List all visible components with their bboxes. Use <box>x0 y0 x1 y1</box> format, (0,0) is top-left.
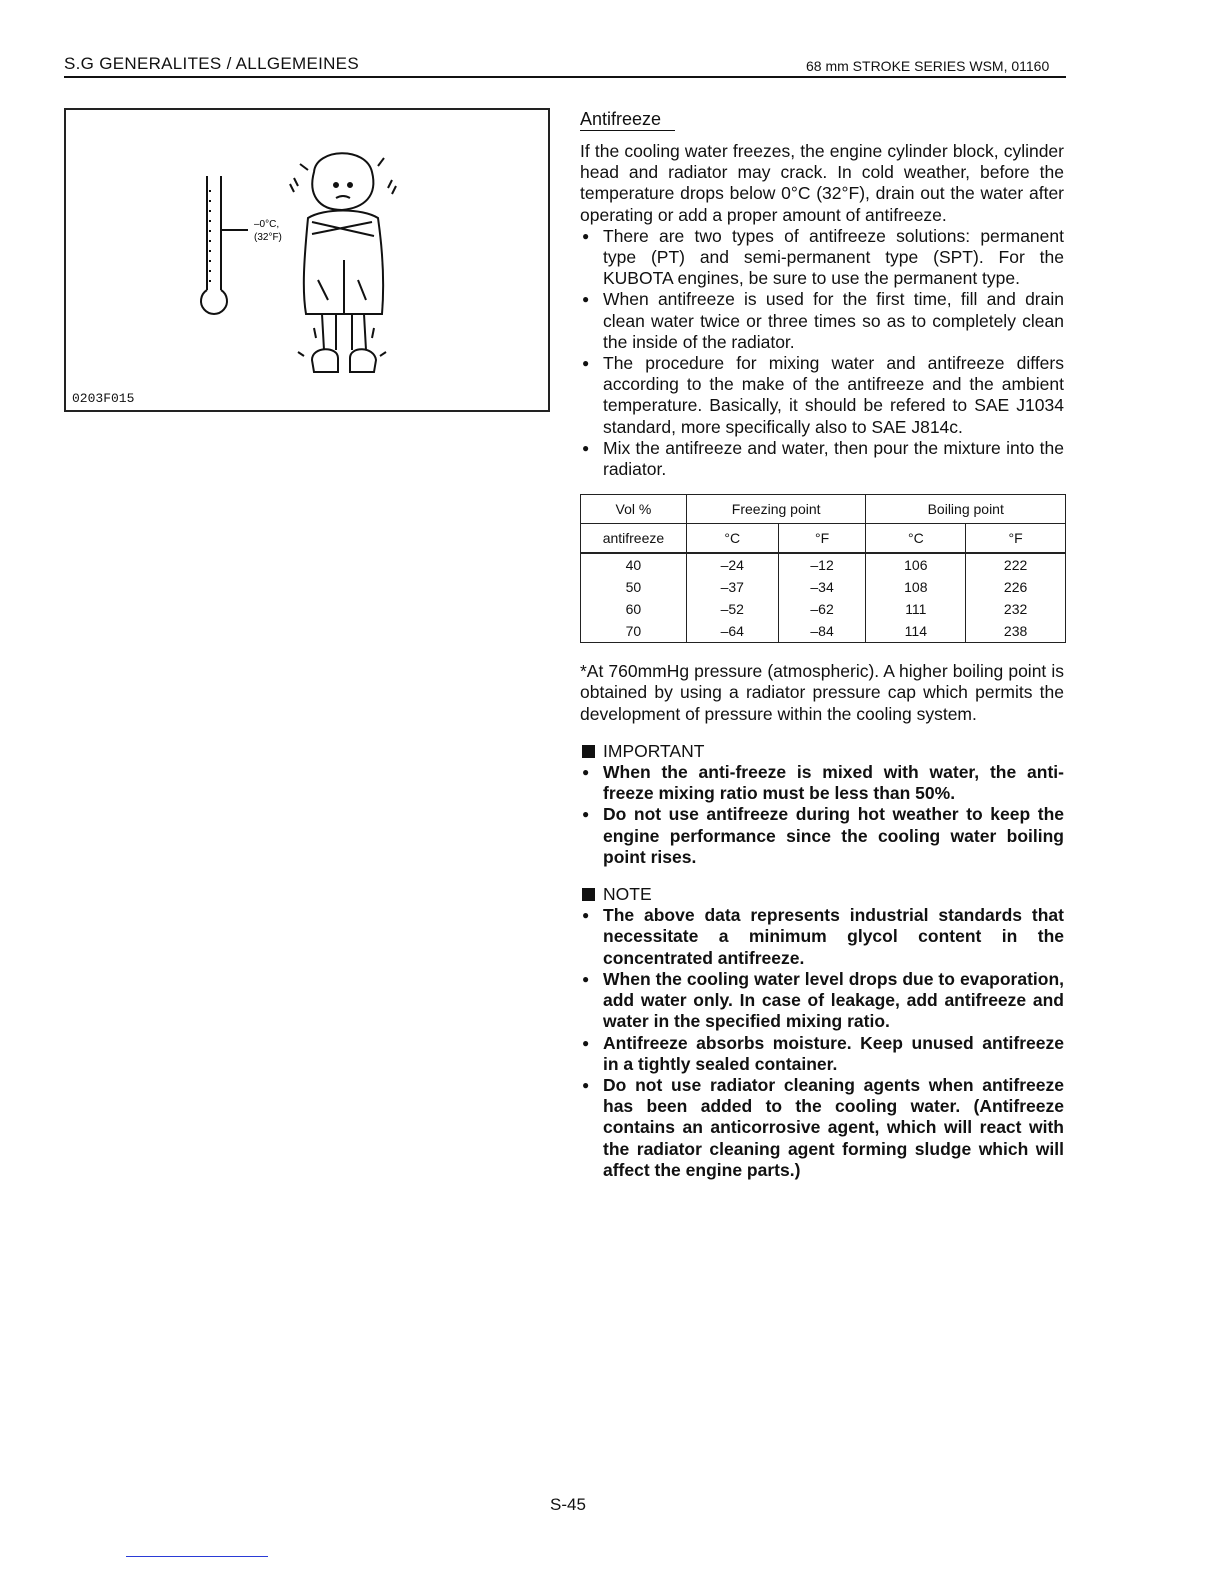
table-cell: 50 <box>581 576 687 598</box>
antifreeze-table <box>580 494 1066 643</box>
square-bullet-icon <box>582 745 595 758</box>
table-cell: 114 <box>866 620 966 643</box>
table-header-freeze-c: °C <box>686 524 778 554</box>
list-item: ● Do not use radiator cleaning agents when antifreeze has been added to the cooling water. (Antifreeze contains an anticorrosive agent, which will react with the radiator cleaning agent forming sludge which will affect the engine parts.) <box>580 1075 1064 1181</box>
important-label: IMPORTANT <box>603 740 705 761</box>
table-cell: –84 <box>778 620 866 643</box>
table-header-freeze-f: °F <box>778 524 866 554</box>
table-header-vol: Vol % <box>581 495 687 524</box>
table-row <box>581 553 1066 576</box>
table-cell: 238 <box>966 620 1066 643</box>
list-item: ● Mix the antifreeze and water, then pour the mixture into the radiator. <box>580 438 1064 480</box>
illustration-frame <box>64 108 550 412</box>
table-cell: 40 <box>581 553 687 576</box>
page-number: S-45 <box>550 1495 586 1514</box>
table-cell: 222 <box>966 553 1066 576</box>
header-rule <box>64 76 1066 78</box>
cold-person-thermometer-illustration <box>66 110 552 414</box>
table-cell: –64 <box>686 620 778 643</box>
thermometer-icon <box>201 176 248 314</box>
note-label: NOTE <box>603 884 652 905</box>
intro-paragraph: If the cooling water freezes, the engine cylinder block, cylinder head and radiator may crack. In cold weather, before the temperature drops below 0°C (32°F), drain out the water after operating or add a proper amount of antifreeze. <box>580 141 1064 225</box>
list-item: ● Do not use antifreeze during hot weather to keep the engine performance since the cooling water boiling point rises. <box>580 804 1064 868</box>
table-cell: –12 <box>778 553 866 576</box>
header-section-title: S.G GENERALITES / ALLGEMEINES <box>64 54 359 73</box>
note-heading <box>580 884 1064 905</box>
table-cell: –24 <box>686 553 778 576</box>
list-item: ● There are two types of antifreeze solutions: permanent type (PT) and semi-permanent type (SPT). For the KUBOTA engines, be sure to use the permanent type. <box>580 226 1064 290</box>
table-cell: 111 <box>866 598 966 620</box>
table-header-boil-c: °C <box>866 524 966 554</box>
table-cell: –62 <box>778 598 866 620</box>
table-cell: –52 <box>686 598 778 620</box>
pressure-footnote: *At 760mmHg pressure (atmospheric). A higher boiling point is obtained by using a radiator pressure cap which permits the development of pressure within the cooling system. <box>580 661 1064 724</box>
list-item: ● The procedure for mixing water and antifreeze differs according to the make of the antifreeze and the ambient temperature. Basically, it should be refered to SAE J1034 standard, more specifically also to SAE J814c. <box>580 353 1064 438</box>
table-cell: 60 <box>581 598 687 620</box>
figure-id: 0203F015 <box>72 391 135 406</box>
main-column <box>580 108 1064 1181</box>
list-item: ● When the anti-freeze is mixed with water, the anti-freeze mixing ratio must be less than 50%. <box>580 762 1064 804</box>
table-header-boiling: Boiling point <box>866 495 1066 524</box>
list-item: ● Antifreeze absorbs moisture. Keep unused antifreeze in a tightly sealed container. <box>580 1033 1064 1075</box>
important-heading <box>580 741 1064 762</box>
table-cell: –34 <box>778 576 866 598</box>
thermometer-celsius-label: –0°C, <box>254 219 280 230</box>
table-cell: –37 <box>686 576 778 598</box>
antifreeze-bullet-list <box>580 226 1064 480</box>
section-title: Antifreeze <box>580 108 675 131</box>
table-header-freezing: Freezing point <box>686 495 866 524</box>
table-cell: 108 <box>866 576 966 598</box>
square-bullet-icon <box>582 888 595 901</box>
note-list <box>580 905 1064 1181</box>
table-cell: 226 <box>966 576 1066 598</box>
table-row <box>581 620 1066 643</box>
list-item: ● The above data represents industrial standards that necessitate a minimum glycol content in the concentrated antifreeze. <box>580 905 1064 969</box>
thermometer-fahrenheit-label: (32°F) <box>254 232 282 243</box>
table-row <box>581 576 1066 598</box>
important-list <box>580 762 1064 868</box>
footer-link-rule <box>126 1556 268 1557</box>
table-cell: 106 <box>866 553 966 576</box>
table-row <box>581 598 1066 620</box>
shivering-person-icon <box>290 153 396 372</box>
table-header-boil-f: °F <box>966 524 1066 554</box>
header-manual-id: 68 mm STROKE SERIES WSM, 01160 <box>806 58 1050 74</box>
list-item: ● When antifreeze is used for the first time, fill and drain clean water twice or three times so as to completely clean the inside of the radiator. <box>580 289 1064 353</box>
table-cell: 232 <box>966 598 1066 620</box>
table-header-antifreeze: antifreeze <box>581 524 687 554</box>
list-item: ● When the cooling water level drops due to evaporation, add water only. In case of leakage, add antifreeze and water in the specified mixing ratio. <box>580 969 1064 1033</box>
table-cell: 70 <box>581 620 687 643</box>
